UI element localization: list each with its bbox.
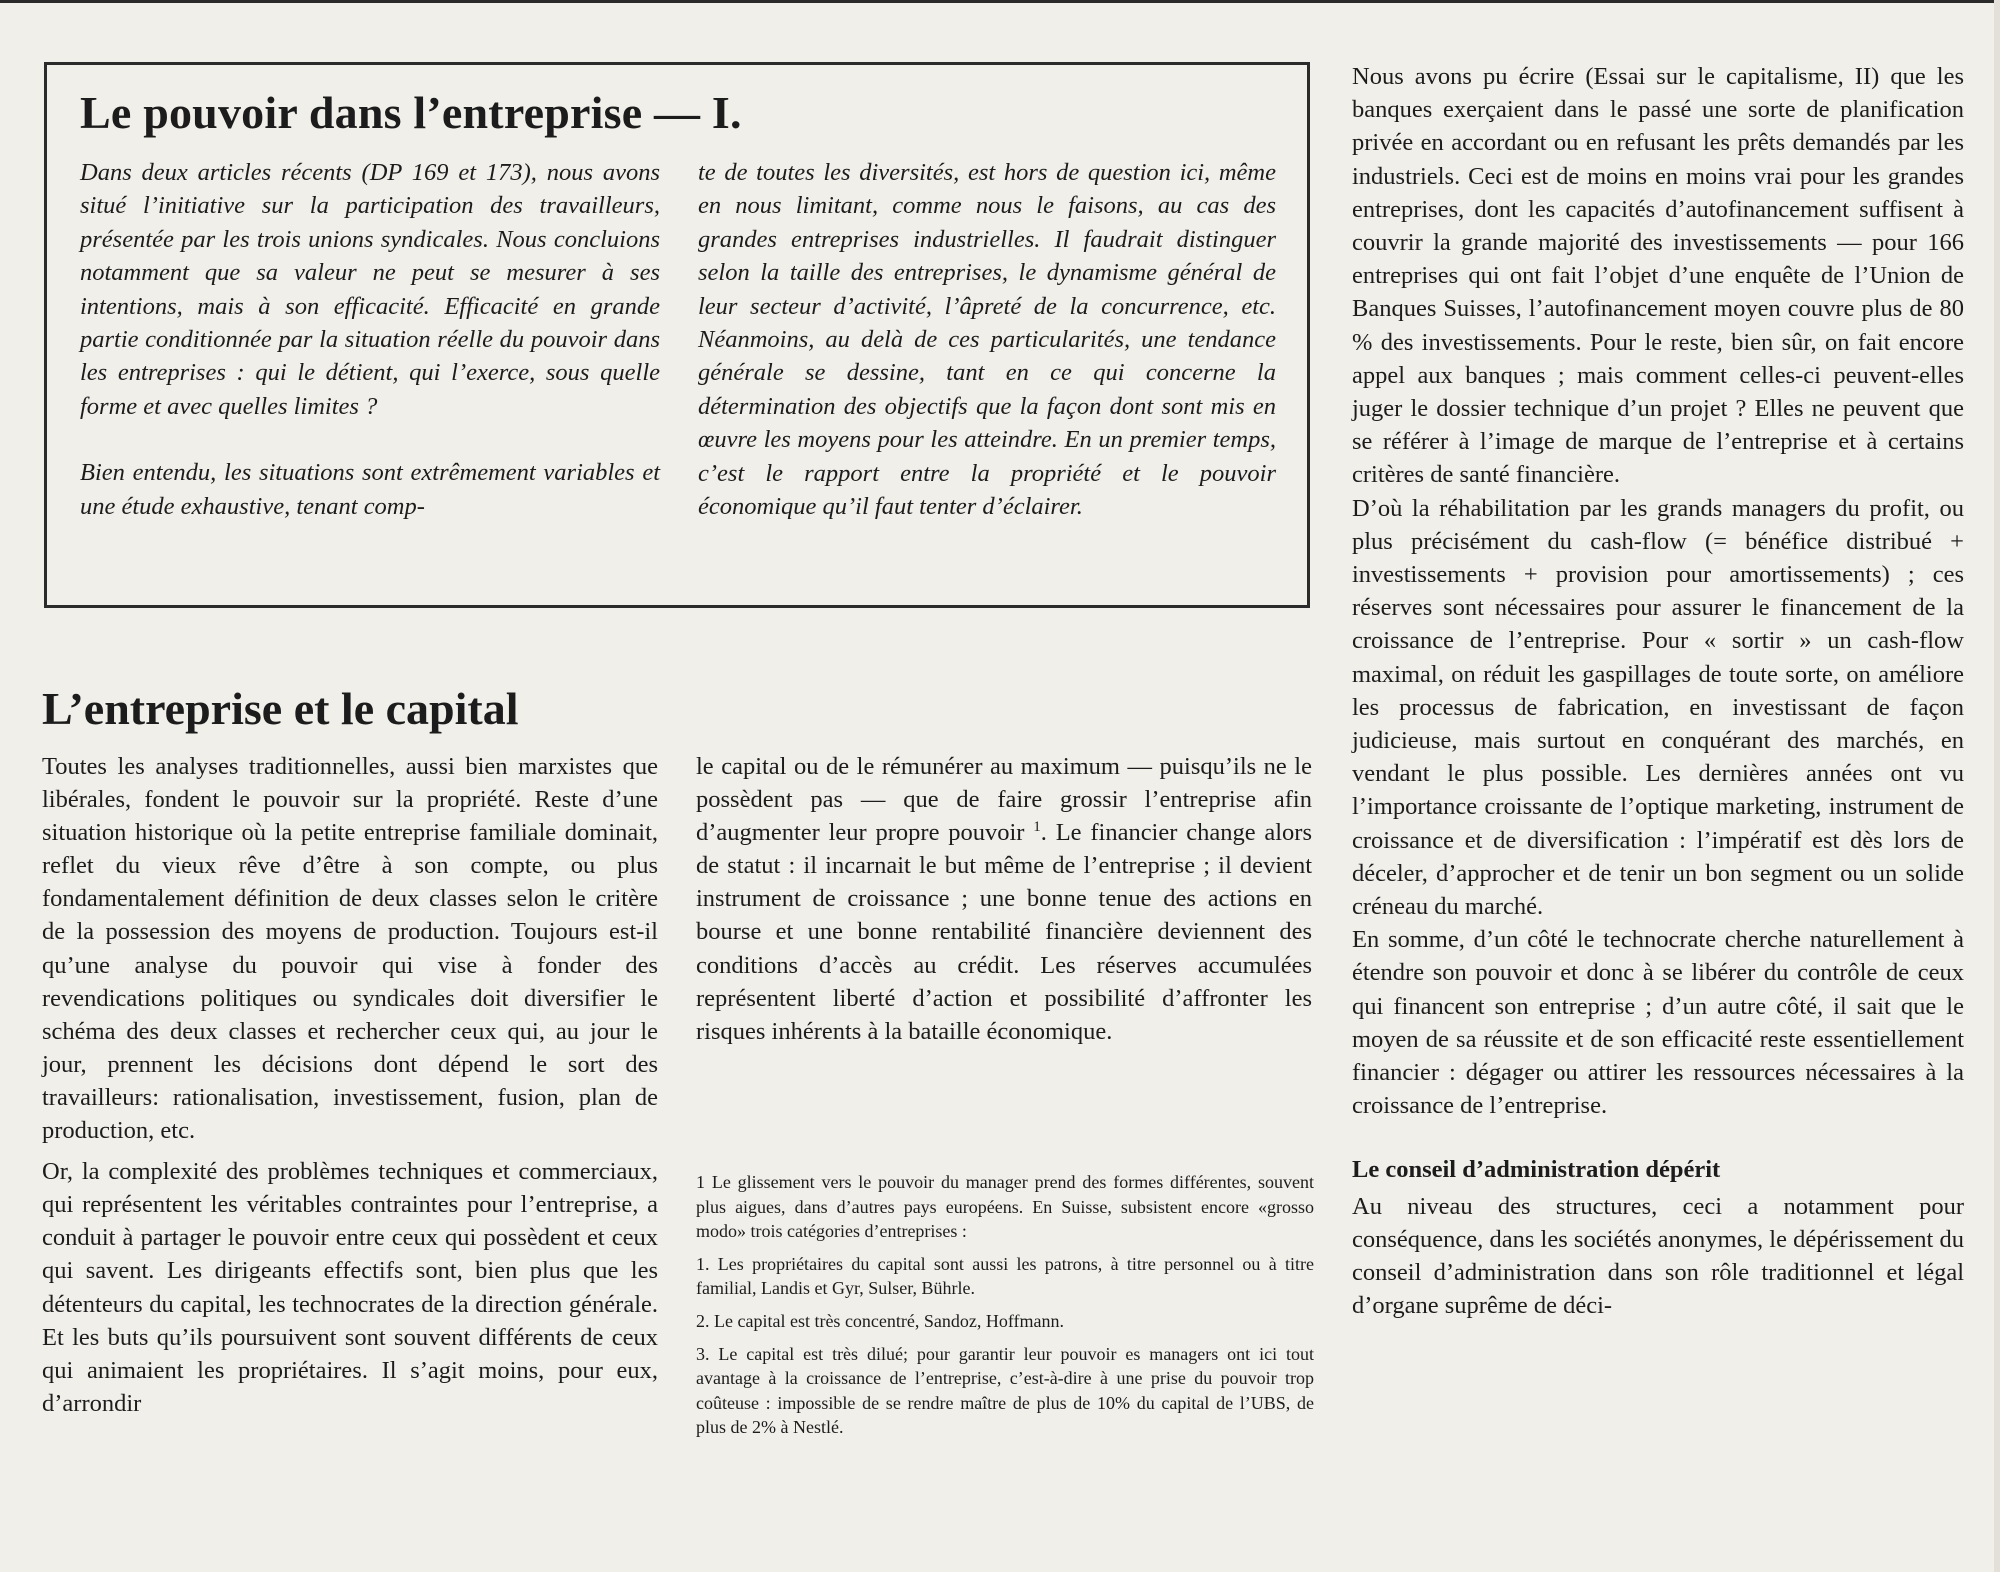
footnotes: [696, 1170, 1314, 1440]
section-heading: L’entreprise et le capital: [42, 683, 519, 734]
intro-column-right: [698, 156, 1276, 523]
page-edge: [1994, 0, 2000, 1572]
footnote: 1. Les propriétaires du capital sont aussi les patrons, à titre personnel ou à titre familial, Landis et Gyr, Sulser, Bührle.: [696, 1253, 1314, 1299]
footnote-reference: 1: [1033, 819, 1041, 836]
body-column-2: [696, 750, 1312, 1048]
subsection-heading: Le conseil d’administration dépérit: [1352, 1155, 1721, 1183]
body-paragraph: Nous avons pu écrire (Essai sur le capitalisme, II) que les banques exerçaient dans le passé une sorte de planification privée en accordant ou en refusant les prêts demandés par les industriels. Ceci est de moins en moins vrai pour les grandes entreprises, dont les capacités d’autofinancement suffisent à couvrir la grande majorité des investissements — pour 166 entreprises qui ont fait l’objet d’une enquête de l’Union de Banques Suisses, l’autofinancement moyen couvre plus de 80 % des investissements. Pour le reste, bien sûr, on fait encore appel aux banques ; mais comment celles-ci peuvent-elles juger le dossier technique d’un projet ? Elles ne peuvent que se référer à l’image de marque de l’entreprise et à certains critères de santé financière.: [1352, 63, 1964, 489]
body-paragraph: [696, 750, 1312, 1048]
body-paragraph: D’où la réhabilitation par les grands managers du profit, ou plus précisément du cash-flow (= bénéfice distribué + investissements + provision pour amortissements) ; ces réserves sont nécessaires pour assurer le financement de la croissance de l’entreprise. Pour « sortir » un cash-flow maximal, on réduit les gaspillages de toute sorte, on améliore les processus de fabrication, en investissant de façon judicieuse, mais surtout en conquérant des marchés, en vendant le plus possible. Les dernières années ont vu l’importance croissante de l’optique marketing, instrument de croissance et de diversification : l’impératif est dès lors de déceler, d’approcher et de tenir un bon segment ou un solide créneau du marché.: [1352, 494, 1964, 921]
body-column-3: [1352, 60, 1964, 1323]
body-text: le capital ou de le rémunérer au maximum — puisqu’ils ne le possèdent pas — que de faire grossir l’entreprise afin d’augmenter leur propre pouvoir: [696, 753, 1312, 847]
body-paragraph: En somme, d’un côté le technocrate cherche naturellement à étendre son pouvoir et donc à se libérer du contrôle de ceux qui financent son entreprise ; d’un autre côté, il sait que le moyen de sa réussite et de son efficacité reste essentiellement financier : dégager ou attirer les ressources nécessaires à la croissance de l’entreprise.: [1352, 926, 1964, 1120]
body-text: . Le financier change alors de statut : il incarnait le but même de l’entreprise ; il devient instrument de croissance ; une bonne tenue des actions en bourse et une bonne rentabilité financière deviennent des conditions d’accès au crédit. Les réserves accumulées représentent liberté d’action et possibilité d’affronter les risques inhérents à la bataille économique.: [696, 819, 1313, 1045]
footnote: 2. Le capital est très concentré, Sandoz, Hoffmann.: [696, 1310, 1065, 1331]
top-rule: [0, 0, 2000, 3]
body-paragraph: Toutes les analyses traditionnelles, aussi bien marxistes que libérales, fondent le pouvoir sur la propriété. Reste d’une situation historique où la petite entreprise familiale dominait, reflet du vieux rêve d’être à son compte, ou plus fondamentalement définition de deux classes selon le critère de la possession des moyens de production. Toujours est-il qu’une analyse du pouvoir qui vise à fonder des revendications politiques ou syndicales doit diversifier le schéma des deux classes et rechercher ceux qui, au jour le jour, prennent les décisions dont dépend le sort des travailleurs: rationalisation, investissement, fusion, plan de production, etc.: [42, 753, 658, 1145]
intro-paragraph: Dans deux articles récents (DP 169 et 173), nous avons situé l’initiative sur la participation des travailleurs, présentée par les trois unions syndicales. Nous concluions notamment que sa valeur ne peut se mesurer à ses intentions, mais à son efficacité. Efficacité en grande partie conditionnée par la situation réelle du pouvoir dans les entreprises : qui le détient, qui l’exerce, sous quelle forme et avec quelles limites ?: [80, 159, 660, 420]
intro-column-left: [80, 156, 660, 523]
article-title: Le pouvoir dans l’entreprise — I.: [80, 87, 742, 138]
intro-paragraph: Bien entendu, les situations sont extrêmement variables et une étude exhaustive, tenant comp-: [80, 459, 660, 520]
intro-paragraph: te de toutes les diversités, est hors de question ici, même en nous limitant, comme nous le faisons, au cas des grandes entreprises industrielles. Il faudrait distinguer selon la taille des entreprises, le dynamisme général de leur secteur d’activité, l’âpreté de la concurrence, etc. Néanmoins, au delà de ces particularités, une tendance générale se dessine, tant en ce qui concerne la détermination des objectifs que la façon dont sont mis en œuvre les moyens pour les atteindre. En un premier temps, c’est le rapport entre la propriété et le pouvoir économique qu’il faut tenter d’éclairer.: [698, 159, 1276, 521]
footnote: 1 Le glissement vers le pouvoir du manager prend des formes différentes, souvent plus aigues, dans d’autres pays européens. En Suisse, subsistent encore «grosso modo» trois catégories d’entreprises :: [696, 1172, 1314, 1242]
body-column-1: [42, 750, 658, 1420]
body-paragraph: Au niveau des structures, ceci a notamment pour conséquence, dans les sociétés anonymes, le dépérissement du conseil d’administration dans son rôle traditionnel et légal d’organe suprême de déci-: [1352, 1192, 1964, 1320]
footnote: 3. Le capital est très dilué; pour garantir leur pouvoir es managers ont ici tout avantage à la croissance de l’entreprise, c’est-à-dire à une prise du pouvoir trop coûteuse : impossible de se rendre maître de plus de 10% du capital de l’UBS, de plus de 2% à Nestlé.: [696, 1343, 1314, 1438]
body-paragraph: Or, la complexité des problèmes techniques et commerciaux, qui représentent les véritables contraintes pour l’entreprise, a conduit à partager le pouvoir entre ceux qui possèdent et ceux qui savent. Les dirigeants effectifs sont, bien plus que les détenteurs du capital, les technocrates de la direction générale. Et les buts qu’ils poursuivent sont souvent différents de ceux qui animaient les propriétaires. Il s’agit moins, pour eux, d’arrondir: [42, 1158, 658, 1417]
